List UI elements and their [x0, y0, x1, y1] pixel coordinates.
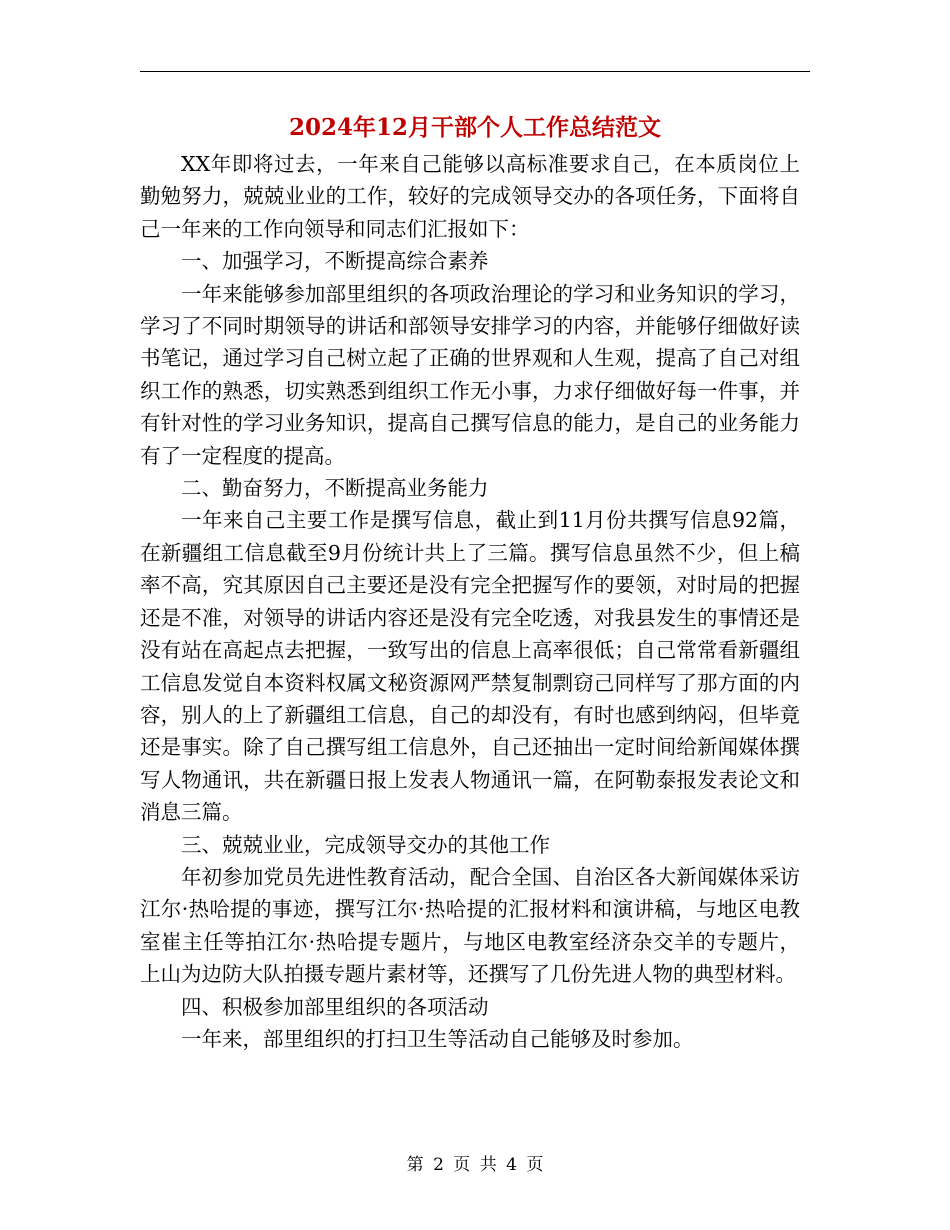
section-paragraph-3: 年初参加党员先进性教育活动，配合全国、自治区各大新闻媒体采访江尔·热哈提的事迹，撰写江尔·热哈提的汇报材料和演讲稿，与地区电教室崔主任等拍江尔·热哈提专题片，与地区电教室经济杂交羊的专题片，上山为边防大队拍摄专题片素材等，还撰写了几份先进人物的典型材料。 [140, 864, 800, 987]
document-body [140, 148, 800, 1055]
document-title: 2024年12月干部个人工作总结范文 [288, 114, 662, 141]
section-heading-4: 四、积极参加部里组织的各项活动 [181, 994, 489, 1019]
header-rule [140, 71, 810, 72]
section-heading-3: 三、兢兢业业，完成领导交办的其他工作 [181, 832, 550, 857]
page-number-footer: 第 2 页 共 4 页 [406, 1155, 544, 1175]
section-heading-1: 一、加强学习，不断提高综合素养 [181, 249, 489, 274]
section-paragraph-1: 一年来能够参加部里组织的各项政治理论的学习和业务知识的学习，学习了不同时期领导的讲话和部领导安排学习的内容，并能够仔细做好读书笔记，通过学习自己树立起了正确的世界观和人生观，提高了自己对组织工作的熟悉，切实熟悉到组织工作无小事，力求仔细做好每一件事，并有针对性的学习业务知识，提高自己撰写信息的能力，是自己的业务能力有了一定程度的提高。 [140, 281, 800, 468]
intro-paragraph: XX年即将过去，一年来自己能够以高标准要求自己，在本质岗位上勤勉努力，兢兢业业的工作，较好的完成领导交办的各项任务，下面将自己一年来的工作向领导和同志们汇报如下： [140, 152, 800, 241]
section-paragraph-4: 一年来，部里组织的打扫卫生等活动自己能够及时参加。 [181, 1026, 694, 1051]
section-heading-2: 二、勤奋努力，不断提高业务能力 [181, 476, 489, 501]
section-paragraph-2: 一年来自己主要工作是撰写信息，截止到11月份共撰写信息92篇，在新疆组工信息截至9月份统计共上了三篇。撰写信息虽然不少，但上稿率不高，究其原因自己主要还是没有完全把握写作的要领，对时局的把握还是不准，对领导的讲话内容还是没有完全吃透，对我县发生的事情还是没有站在高起点去把握，一致写出的信息上高率很低；自己常常看新疆组工信息发觉自本资料权属文秘资源网严禁复制剽窃己同样写了那方面的内容，别人的上了新疆组工信息，自己的却没有，有时也感到纳闷，但毕竟还是事实。除了自己撰写组工信息外，自己还抽出一定时间给新闻媒体撰写人物通讯，共在新疆日报上发表人物通讯一篇，在阿勒泰报发表论文和消息三篇。 [140, 508, 800, 825]
